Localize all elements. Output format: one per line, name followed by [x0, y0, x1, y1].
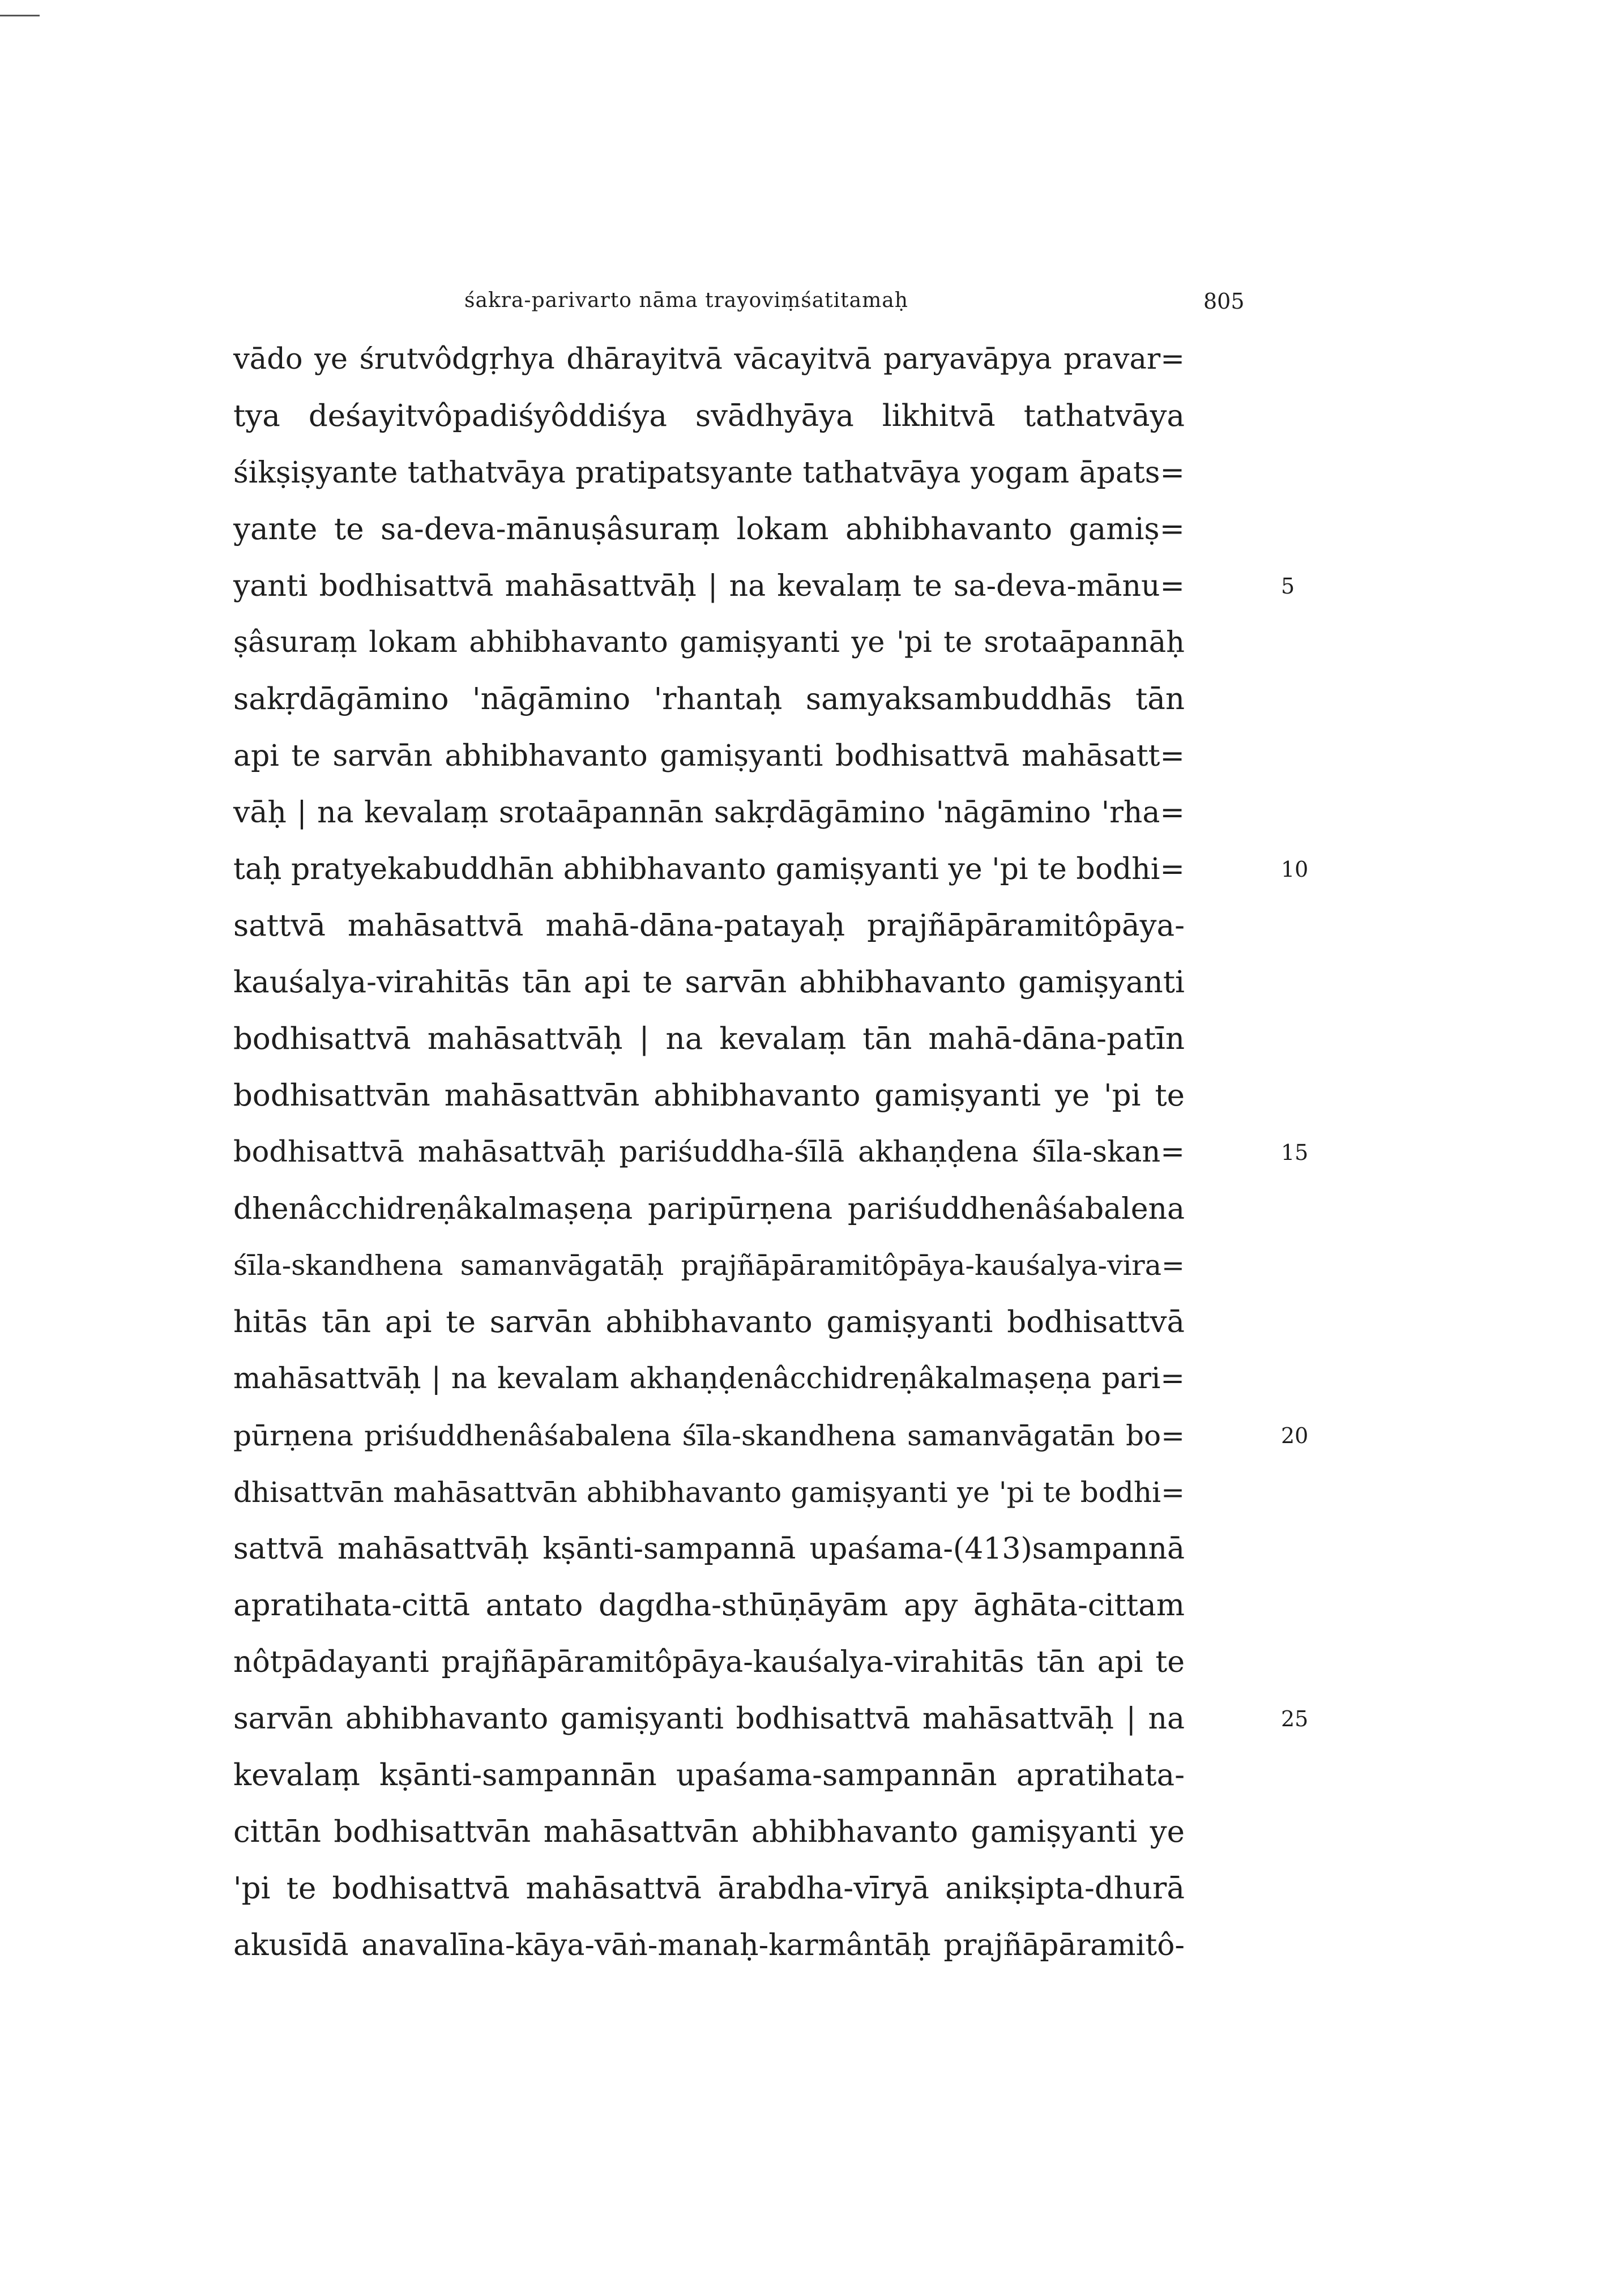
- text-line-1: vādo ye śrutvôdgṛhya dhārayitvā vācayitvā paryavāpya pravar=: [233, 343, 1185, 376]
- text-line-21: dhisattvān mahāsattvān abhibhavanto gamiṣyanti ye 'pi te bodhi=: [233, 1476, 1185, 1509]
- text-line-26: kevalaṃ kṣānti-sampannān upaśama-sampannān apratihata-: [233, 1758, 1185, 1793]
- text-line-29: akusīdā anavalīna-kāya-vāṅ-manaḥ-karmântāḥ prajñāpāramitô-: [233, 1928, 1185, 1962]
- text-line-12: kauśalya-virahitās tān api te sarvān abhibhavanto gamiṣyanti: [233, 965, 1185, 1000]
- text-line-3: śikṣiṣyante tathatvāya pratipatsyante tathatvāya yogam āpats=: [233, 456, 1185, 490]
- corner-mark: [0, 15, 40, 16]
- line-number-15: 15: [1281, 1140, 1309, 1165]
- text-line-24: nôtpādayanti prajñāpāramitôpāya-kauśalya-virahitās tān api te: [233, 1645, 1185, 1679]
- text-line-2: tya deśayitvôpadiśyôddiśya svādhyāya likhitvā tathatvāya: [233, 399, 1185, 433]
- page-number: 805: [1203, 289, 1245, 314]
- line-number-10: 10: [1281, 857, 1309, 882]
- text-line-11: sattvā mahāsattvā mahā-dāna-patayaḥ prajñāpāramitôpāya-: [233, 908, 1185, 943]
- text-line-6: ṣâsuraṃ lokam abhibhavanto gamiṣyanti ye 'pi te srotaāpannāḥ: [233, 626, 1185, 659]
- line-number-20: 20: [1281, 1423, 1309, 1448]
- text-line-19: mahāsattvāḥ | na kevalam akhaṇḍenâcchidreṇâkalmaṣeṇa pari=: [233, 1362, 1185, 1395]
- text-line-4: yante te sa-deva-mānuṣâsuraṃ lokam abhibhavanto gamiṣ=: [233, 512, 1185, 547]
- line-number-25: 25: [1281, 1706, 1309, 1731]
- text-line-23: apratihata-cittā antato dagdha-sthūṇāyām apy āghāta-cittam: [233, 1588, 1185, 1623]
- text-line-28: 'pi te bodhisattvā mahāsattvā ārabdha-vīryā anikṣipta-dhurā: [233, 1871, 1185, 1906]
- text-line-5: yanti bodhisattvā mahāsattvāḥ | na kevalaṃ te sa-deva-mānu=: [233, 569, 1185, 603]
- text-line-16: dhenâcchidreṇâkalmaṣeṇa paripūrṇena pariśuddhenâśabalena: [233, 1192, 1185, 1226]
- text-line-17: śīla-skandhena samanvāgatāḥ prajñāpāramitôpāya-kauśalya-vira=: [233, 1249, 1185, 1282]
- text-line-8: api te sarvān abhibhavanto gamiṣyanti bodhisattvā mahāsatt=: [233, 739, 1185, 773]
- line-number-5: 5: [1281, 574, 1295, 599]
- text-line-27: cittān bodhisattvān mahāsattvān abhibhavanto gamiṣyanti ye: [233, 1815, 1185, 1849]
- text-line-20: pūrṇena priśuddhenâśabalena śīla-skandhena samanvāgatān bo=: [233, 1419, 1185, 1452]
- text-line-14: bodhisattvān mahāsattvān abhibhavanto gamiṣyanti ye 'pi te: [233, 1078, 1185, 1113]
- text-line-22: sattvā mahāsattvāḥ kṣānti-sampannā upaśama-(413)sampannā: [233, 1532, 1185, 1566]
- text-line-9: vāḥ | na kevalaṃ srotaāpannān sakṛdāgāmino 'nāgāmino 'rha=: [233, 796, 1185, 830]
- text-line-10: taḥ pratyekabuddhān abhibhavanto gamiṣyanti ye 'pi te bodhi=: [233, 852, 1185, 886]
- text-line-7: sakṛdāgāmino 'nāgāmino 'rhantaḥ samyaksambuddhās tān: [233, 682, 1185, 716]
- text-line-25: sarvān abhibhavanto gamiṣyanti bodhisattvā mahāsattvāḥ | na: [233, 1702, 1185, 1736]
- text-line-15: bodhisattvā mahāsattvāḥ pariśuddha-śīlā akhaṇḍena śīla-skan=: [233, 1136, 1185, 1169]
- running-head: śakra-parivarto nāma trayoviṃśatitamaḥ: [464, 289, 908, 312]
- text-line-18: hitās tān api te sarvān abhibhavanto gamiṣyanti bodhisattvā: [233, 1305, 1185, 1339]
- text-line-13: bodhisattvā mahāsattvāḥ | na kevalaṃ tān mahā-dāna-patīn: [233, 1022, 1185, 1056]
